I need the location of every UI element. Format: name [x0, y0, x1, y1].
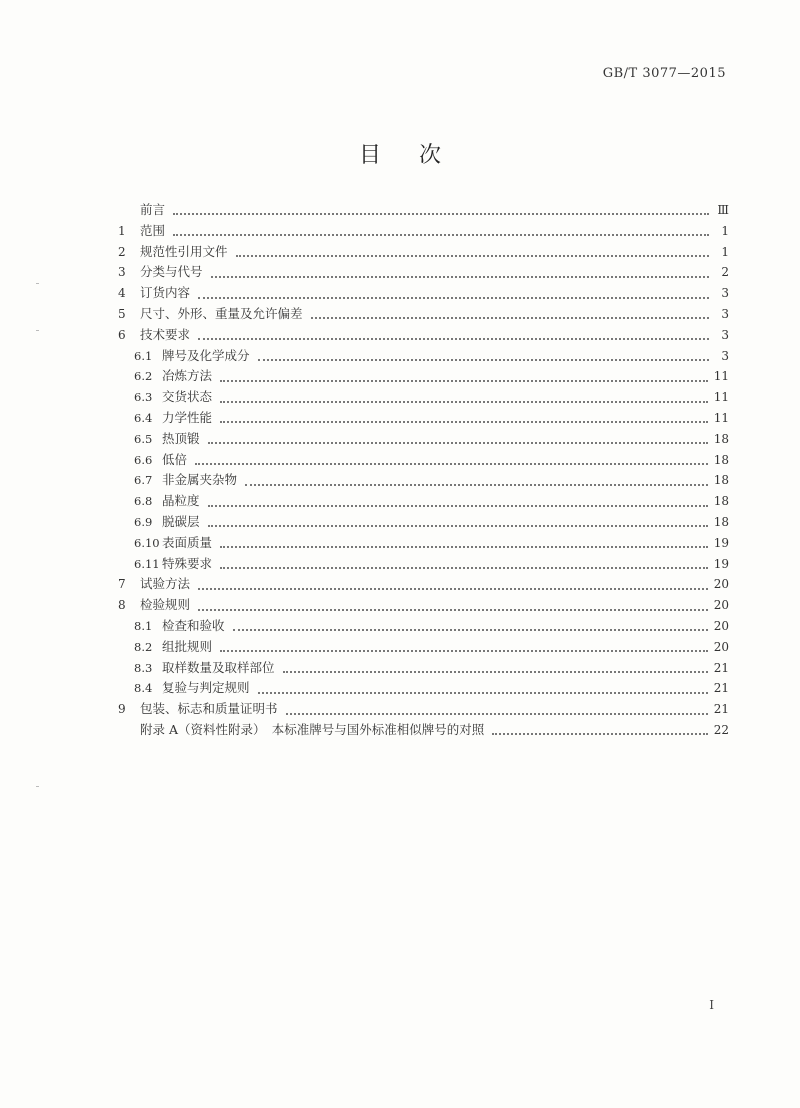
table-of-contents — [118, 200, 729, 741]
toc-entry-title: 技术要求 — [140, 326, 191, 342]
toc-entry-8-3[interactable] — [118, 658, 729, 679]
toc-entry-8[interactable] — [118, 595, 729, 616]
toc-entry-2[interactable] — [118, 242, 729, 263]
toc-leader-dots — [198, 326, 709, 340]
toc-entry-6-2[interactable] — [118, 366, 729, 387]
toc-entry-title: 范围 — [140, 222, 166, 238]
toc-entry-page: Ⅲ — [717, 203, 729, 217]
toc-entry-title: 检验规则 — [140, 597, 191, 613]
toc-entry-page: 11 — [713, 410, 729, 425]
toc-entry-page: 18 — [713, 452, 729, 467]
toc-leader-dots — [208, 430, 708, 444]
toc-entry-number: 8.3 — [134, 660, 153, 675]
toc-entry-title: 组批规则 — [162, 638, 213, 654]
toc-entry-title: 表面质量 — [162, 534, 213, 550]
toc-entry-page: 2 — [721, 265, 729, 280]
toc-entry-page: 20 — [713, 639, 729, 654]
toc-leader-dots — [220, 389, 708, 403]
toc-entry-title: 取样数量及取样部位 — [162, 659, 275, 675]
toc-entry-title: 牌号及化学成分 — [162, 347, 250, 363]
toc-entry-title: 包装、标志和质量证明书 — [140, 701, 278, 717]
toc-leader-dots — [198, 576, 708, 590]
toc-entry-4[interactable] — [118, 283, 729, 304]
toc-entry-page: 11 — [713, 390, 729, 405]
toc-leader-dots — [311, 305, 709, 319]
toc-entry-6-8[interactable] — [118, 491, 729, 512]
toc-leader-dots — [220, 409, 708, 423]
toc-entry-6-3[interactable] — [118, 387, 729, 408]
toc-entry-title: 尺寸、外形、重量及允许偏差 — [140, 305, 303, 321]
toc-leader-dots — [208, 513, 708, 527]
toc-entry-title: 规范性引用文件 — [140, 243, 228, 259]
toc-entry-number: 7 — [118, 577, 126, 592]
toc-leader-dots — [236, 243, 709, 257]
toc-entry-number: 9 — [118, 702, 126, 717]
toc-entry-number: 6.11 — [134, 556, 160, 571]
toc-entry-number: 6.9 — [134, 514, 153, 529]
toc-leader-dots — [211, 264, 709, 278]
toc-entry-title: 力学性能 — [162, 409, 213, 425]
toc-entry-page: 3 — [721, 286, 729, 301]
toc-leader-dots — [220, 368, 708, 382]
toc-entry-6[interactable] — [118, 325, 729, 346]
toc-entry-6-6[interactable] — [118, 450, 729, 471]
toc-entry-title: 脱碳层 — [162, 513, 200, 529]
scan-mark — [36, 283, 39, 284]
toc-entry-title: 冶炼方法 — [162, 368, 213, 384]
toc-entry-page: 22 — [713, 722, 729, 737]
toc-entry-page: 21 — [713, 681, 729, 696]
toc-entry-page: 20 — [713, 577, 729, 592]
toc-leader-dots — [258, 347, 709, 361]
toc-entry-6-10[interactable] — [118, 533, 729, 554]
toc-entry-title: 热顶锻 — [162, 430, 200, 446]
toc-entry-page: 20 — [713, 598, 729, 613]
toc-leader-dots — [173, 201, 709, 215]
toc-leader-dots — [492, 721, 707, 735]
toc-entry-number: 6.6 — [134, 452, 153, 467]
toc-entry-title: 检查和验收 — [162, 617, 225, 633]
toc-entry-6-7[interactable] — [118, 470, 729, 491]
toc-entry-title: 试验方法 — [140, 576, 191, 592]
toc-entry-number: 5 — [118, 306, 126, 321]
toc-leader-dots — [220, 534, 708, 548]
toc-entry-5[interactable] — [118, 304, 729, 325]
toc-entry-number: 8.1 — [134, 618, 153, 633]
toc-leader-dots — [220, 638, 708, 652]
toc-entry-page: 11 — [713, 369, 729, 384]
toc-entry-number: 2 — [118, 244, 126, 259]
toc-entry-title: 低倍 — [162, 451, 188, 467]
toc-entry-page: 18 — [713, 494, 729, 509]
toc-leader-dots — [195, 451, 708, 465]
toc-entry-title: 分类与代号 — [140, 264, 203, 280]
scan-mark — [36, 786, 39, 787]
toc-entry-8-1[interactable] — [118, 616, 729, 637]
toc-entry-page: 19 — [713, 535, 729, 550]
toc-leader-dots — [198, 597, 708, 611]
toc-leader-dots — [208, 493, 708, 507]
toc-leader-dots — [233, 617, 708, 631]
toc-leader-dots — [220, 555, 708, 569]
toc-entry-number: 6.4 — [134, 410, 153, 425]
toc-entry-3[interactable] — [118, 262, 729, 283]
toc-entry-number: 6.10 — [134, 535, 160, 550]
toc-entry-number: 6.2 — [134, 369, 153, 384]
toc-entry-title: 订货内容 — [140, 285, 191, 301]
toc-entry-number: 6.1 — [134, 348, 153, 363]
toc-entry-number: 6.8 — [134, 494, 153, 509]
toc-leader-dots — [173, 222, 709, 236]
toc-entry-number: 6.5 — [134, 431, 153, 446]
toc-entry-number: 6.3 — [134, 390, 153, 405]
toc-leader-dots — [283, 659, 708, 673]
toc-entry-title: 非金属夹杂物 — [162, 472, 238, 488]
toc-entry-6-5[interactable] — [118, 429, 729, 450]
toc-leader-dots — [198, 285, 709, 299]
toc-entry-preface[interactable] — [118, 200, 729, 221]
toc-entry-page: 18 — [713, 431, 729, 446]
toc-entry-page: 3 — [721, 306, 729, 321]
toc-entry-title: 交货状态 — [162, 389, 213, 405]
toc-entry-1[interactable] — [118, 221, 729, 242]
toc-entry-page: 20 — [713, 618, 729, 633]
toc-leader-dots — [286, 701, 708, 715]
toc-entry-6-11[interactable] — [118, 554, 729, 575]
toc-entry-appendix-a[interactable] — [118, 720, 729, 741]
toc-entry-page: 1 — [721, 244, 729, 259]
toc-entry-page: 3 — [721, 348, 729, 363]
toc-entry-number: 4 — [118, 286, 126, 301]
toc-entry-7[interactable] — [118, 574, 729, 595]
toc-entry-number: 6 — [118, 327, 126, 342]
toc-entry-9[interactable] — [118, 699, 729, 720]
toc-entry-number: 8.2 — [134, 639, 153, 654]
toc-entry-title: 复验与判定规则 — [162, 680, 250, 696]
toc-entry-page: 19 — [713, 556, 729, 571]
toc-entry-title: 特殊要求 — [162, 555, 213, 571]
toc-entry-8-2[interactable] — [118, 637, 729, 658]
toc-entry-6-9[interactable] — [118, 512, 729, 533]
standard-code: GB/T 3077—2015 — [602, 66, 726, 81]
toc-entry-number: 8.4 — [134, 681, 153, 696]
toc-entry-page: 3 — [721, 327, 729, 342]
toc-entry-number: 6.7 — [134, 473, 153, 488]
toc-entry-page: 1 — [721, 223, 729, 238]
toc-entry-number: 8 — [118, 598, 126, 613]
toc-leader-dots — [258, 680, 708, 694]
toc-entry-page: 18 — [713, 473, 729, 488]
toc-entry-title: 前言 — [140, 202, 166, 217]
toc-entry-6-1[interactable] — [118, 346, 729, 367]
toc-entry-title: 晶粒度 — [162, 493, 200, 509]
toc-entry-title: 附录 A（资料性附录） 本标准牌号与国外标准相似牌号的对照 — [140, 721, 485, 737]
scan-mark — [36, 330, 39, 331]
toc-entry-number: 1 — [118, 223, 126, 238]
page-title: 目次 — [358, 143, 479, 168]
toc-entry-page: 21 — [713, 702, 729, 717]
toc-entry-6-4[interactable] — [118, 408, 729, 429]
page-number: I — [709, 998, 714, 1012]
toc-entry-page: 21 — [713, 660, 729, 675]
toc-leader-dots — [245, 472, 708, 486]
toc-entry-page: 18 — [713, 514, 729, 529]
toc-entry-number: 3 — [118, 265, 126, 280]
toc-entry-8-4[interactable] — [118, 678, 729, 699]
